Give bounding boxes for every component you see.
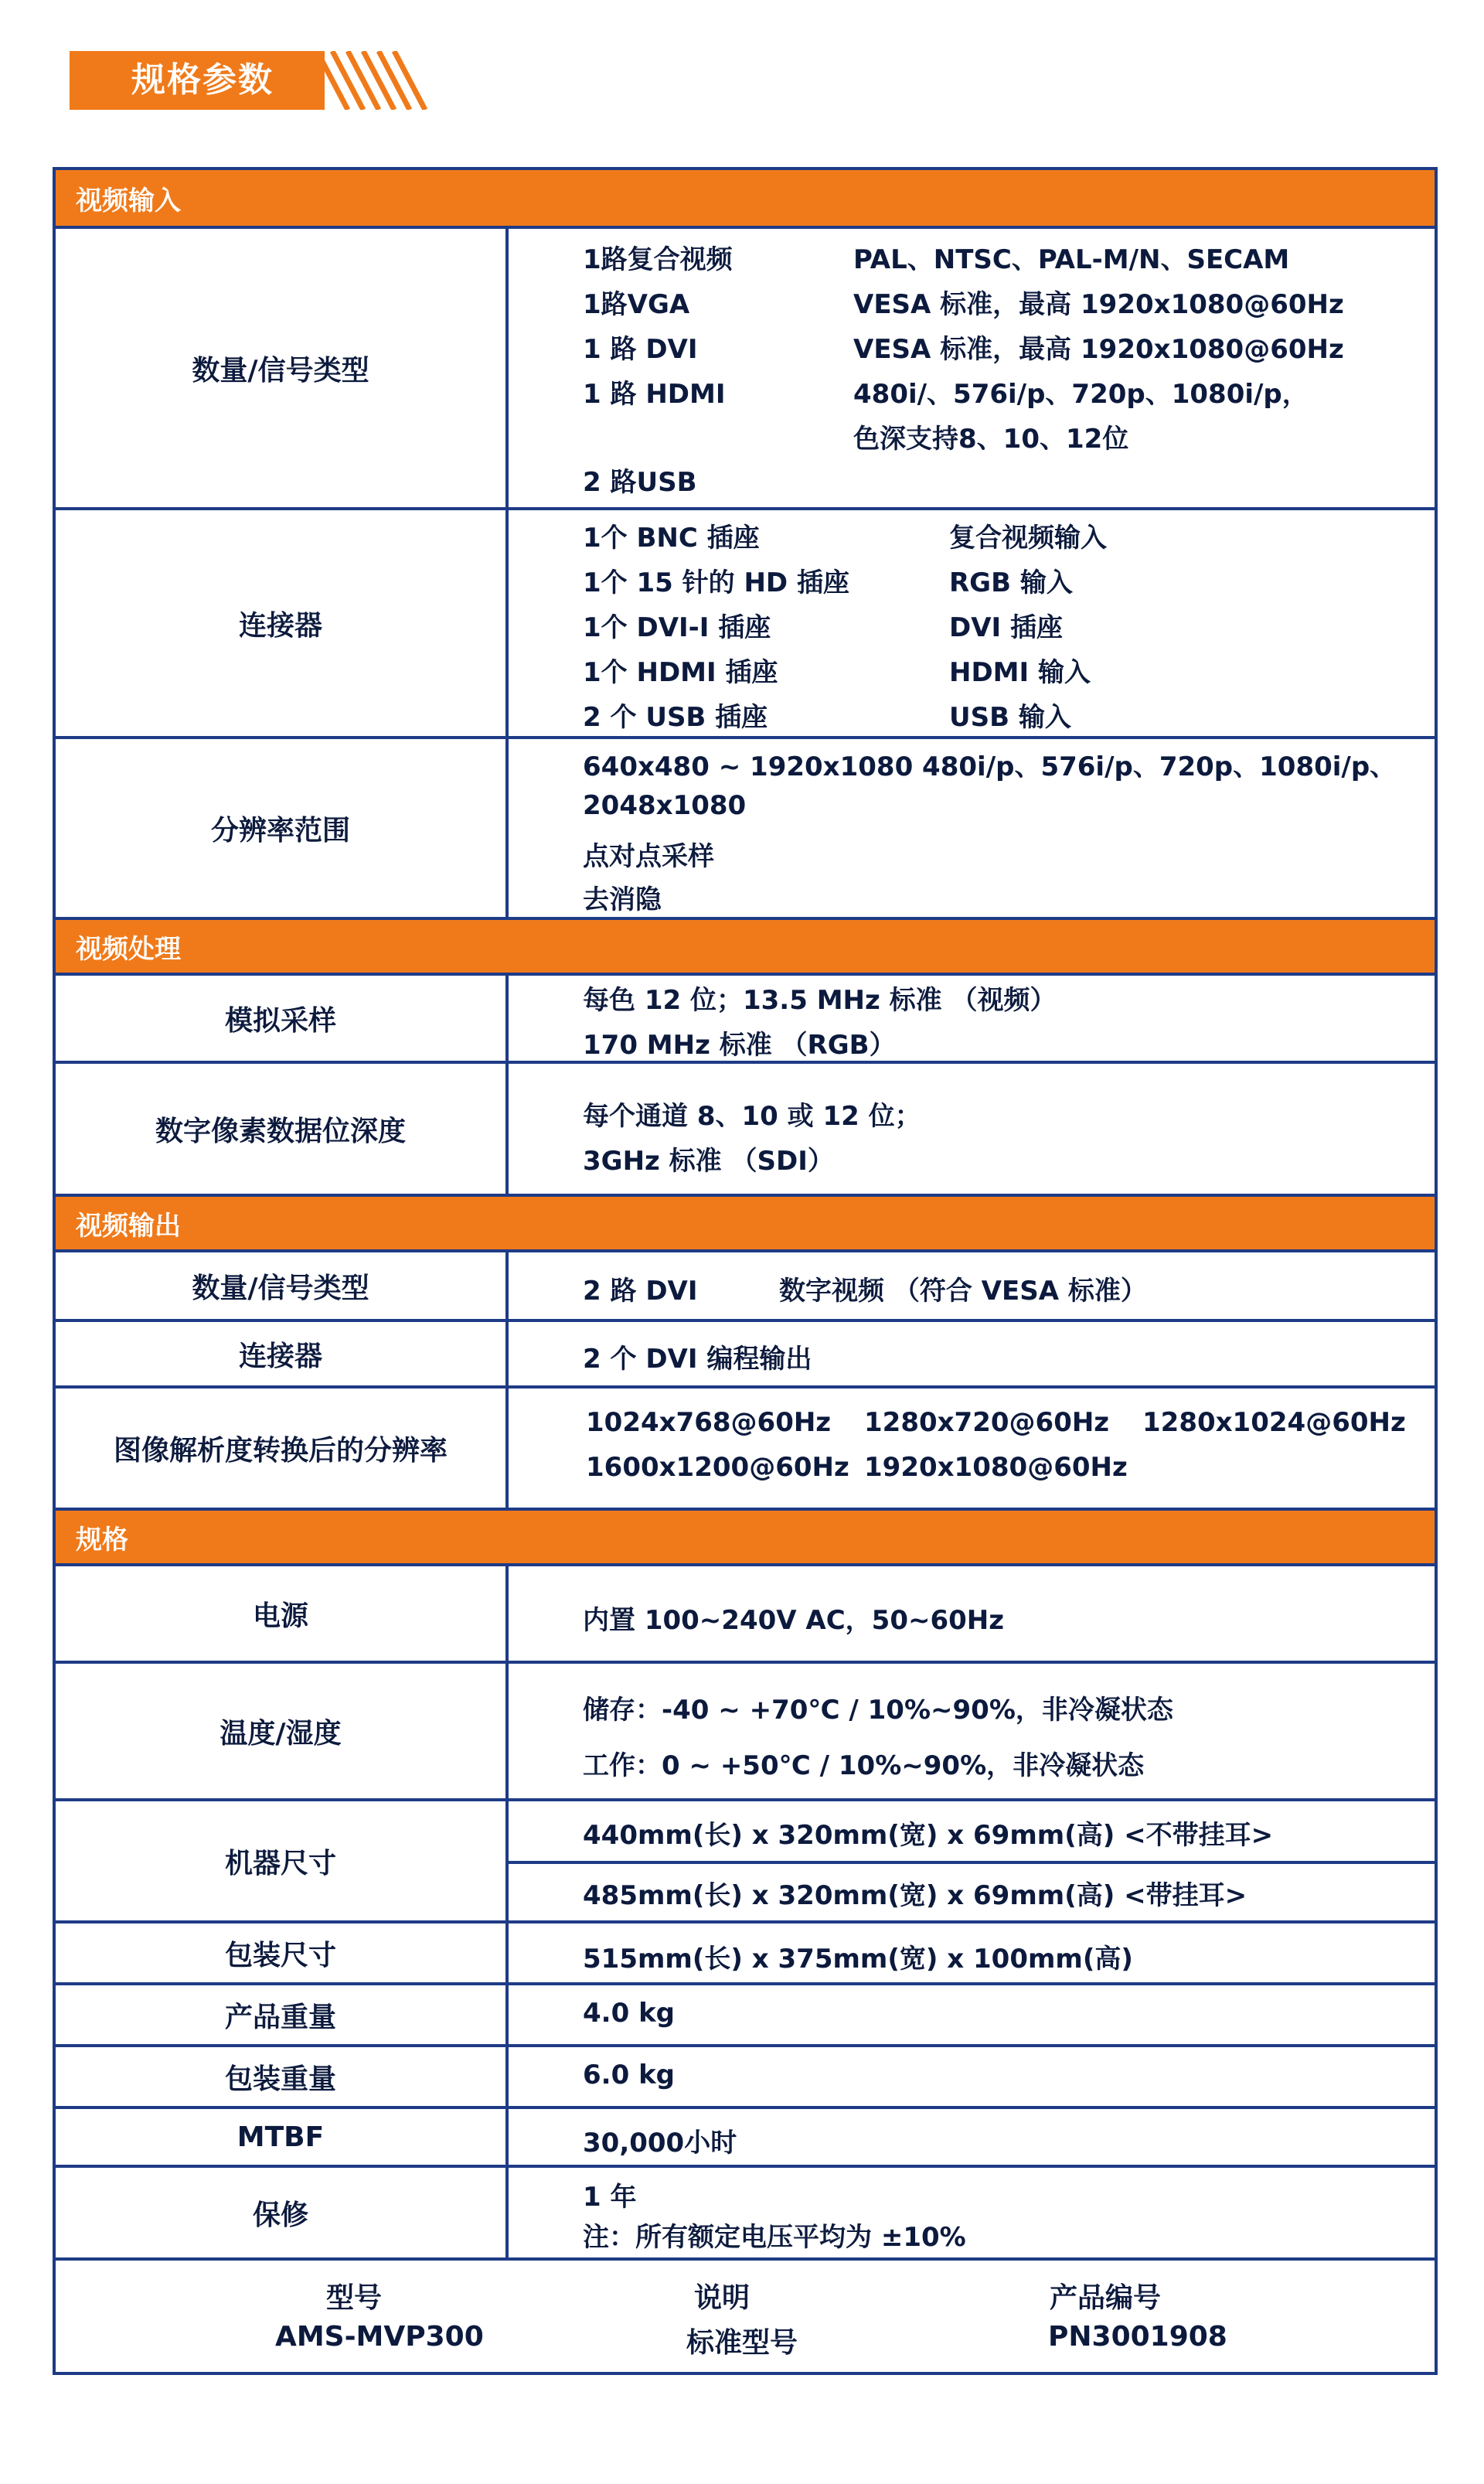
input-type: 1路复合视频 <box>583 244 733 275</box>
section-spec <box>56 1511 1435 1566</box>
connector-use: RGB 输入 <box>949 567 1073 598</box>
value-line: 3GHz 标准 （SDI） <box>583 1146 834 1177</box>
stripes-decoration <box>325 51 433 110</box>
row-output-signal <box>56 1252 1435 1322</box>
value-line: 每色 12 位；13.5 MHz 标准 （视频） <box>583 985 1057 1016</box>
row-value <box>527 1985 1435 2044</box>
input-spec: PAL、NTSC、PAL-M/N、SECAM <box>853 244 1290 275</box>
row-input-signal <box>56 229 1435 510</box>
row-value <box>527 229 1435 507</box>
connector-name: 1个 15 针的 HD 插座 <box>583 567 849 598</box>
input-spec: VESA 标准，最高 1920x1080@60Hz <box>853 289 1344 320</box>
resolution-value: 1600x1200@60Hz <box>586 1452 849 1483</box>
row-label: 包装尺寸 <box>56 1923 509 1982</box>
row-label: 电源 <box>56 1566 509 1661</box>
description-header: 说明 <box>694 2282 751 2314</box>
section-label: 视频处理 <box>76 933 181 965</box>
resolution-value: 1920x1080@60Hz <box>864 1452 1128 1483</box>
row-label: 数量/信号类型 <box>56 229 509 507</box>
section-label: 视频输入 <box>76 185 181 216</box>
row-value <box>527 1566 1435 1661</box>
row-package-size <box>56 1923 1435 1985</box>
row-machine-size <box>56 1801 1435 1923</box>
description-value: 标准型号 <box>686 2327 798 2359</box>
row-input-resolution <box>56 739 1435 920</box>
input-type: 1路VGA <box>583 289 690 320</box>
value-line: 注：所有额定电压平均为 ±10% <box>583 2222 966 2253</box>
row-label: 连接器 <box>56 1322 509 1385</box>
resolution-value: 1280x720@60Hz <box>864 1407 1110 1438</box>
row-label: 保修 <box>56 2168 509 2257</box>
row-value <box>527 1664 1435 1798</box>
value-line: 点对点采样 <box>583 841 714 872</box>
model-footer <box>56 2261 1435 2372</box>
row-digital-depth <box>56 1064 1435 1197</box>
row-value <box>527 739 1435 917</box>
row-label: 分辨率范围 <box>56 739 509 917</box>
connector-use: USB 输入 <box>949 702 1071 733</box>
row-value <box>527 1389 1435 1508</box>
input-spec: VESA 标准，最高 1920x1080@60Hz <box>853 334 1344 365</box>
row-label: 图像解析度转换后的分辨率 <box>56 1389 509 1508</box>
section-label: 规格 <box>76 1524 128 1555</box>
row-value <box>527 2168 1435 2257</box>
input-type: 1 路 HDMI <box>583 379 726 410</box>
row-label: 包装重量 <box>56 2047 509 2106</box>
row-analog-sampling <box>56 976 1435 1064</box>
row-value <box>527 1322 1435 1385</box>
row-warranty <box>56 2168 1435 2261</box>
part-number-value: PN3001908 <box>1048 2321 1227 2353</box>
section-banner <box>70 51 433 110</box>
part-number-header: 产品编号 <box>1050 2282 1162 2314</box>
row-label: 温度/湿度 <box>56 1664 509 1798</box>
value-line: 30,000小时 <box>583 2128 737 2159</box>
connector-name: 1个 BNC 插座 <box>583 523 760 554</box>
row-label: 产品重量 <box>56 1985 509 2044</box>
connector-use: HDMI 输入 <box>949 657 1091 688</box>
value-line: 1 年 <box>583 2182 637 2213</box>
row-label: 数字像素数据位深度 <box>56 1064 509 1194</box>
input-type: 2 路USB <box>583 467 697 498</box>
resolution-value: 1280x1024@60Hz <box>1142 1407 1406 1438</box>
section-video-output <box>56 1197 1435 1252</box>
value-line: 6.0 kg <box>583 2060 676 2090</box>
page-title: 规格参数 <box>131 60 274 100</box>
row-label: 机器尺寸 <box>56 1801 509 1920</box>
section-video-processing <box>56 920 1435 976</box>
row-scaled-resolution <box>56 1389 1435 1511</box>
value-line: 每个通道 8、10 或 12 位； <box>583 1101 921 1132</box>
value-line: 储存：-40 ~ +70℃ / 10%~90%，非冷凝状态 <box>583 1695 1173 1726</box>
row-value <box>527 2047 1435 2106</box>
row-mtbf <box>56 2109 1435 2168</box>
value-line: 数字视频 （符合 VESA 标准） <box>779 1276 1147 1307</box>
value-line: 4.0 kg <box>583 1998 676 2029</box>
connector-name: 2 个 USB 插座 <box>583 702 768 733</box>
row-value <box>527 510 1435 736</box>
row-label: MTBF <box>56 2109 509 2165</box>
row-label: 模拟采样 <box>56 976 509 1061</box>
value-line: 去消隐 <box>583 884 662 915</box>
row-power <box>56 1566 1435 1664</box>
row-value <box>527 1923 1435 1982</box>
row-value <box>527 1252 1435 1319</box>
value-line: 515mm(长) x 375mm(宽) x 100mm(高) <box>583 1944 1133 1975</box>
value-line: 2 路 DVI <box>583 1276 698 1307</box>
input-spec: 色深支持8、10、12位 <box>853 424 1129 455</box>
input-spec: 480i/、576i/p、720p、1080i/p， <box>853 379 1309 410</box>
row-input-connector <box>56 510 1435 739</box>
row-value <box>527 976 1435 1061</box>
value-line: 内置 100~240V AC，50~60Hz <box>583 1605 1005 1636</box>
connector-name: 1个 DVI-I 插座 <box>583 612 771 643</box>
row-output-connector <box>56 1322 1435 1389</box>
row-label: 数量/信号类型 <box>56 1252 509 1319</box>
resolution-value: 1024x768@60Hz <box>586 1407 832 1438</box>
row-temperature <box>56 1664 1435 1801</box>
model-value: AMS-MVP300 <box>275 2321 484 2353</box>
row-product-weight <box>56 1985 1435 2047</box>
value-line: 485mm(长) x 320mm(宽) x 69mm(高) <带挂耳> <box>583 1880 1247 1911</box>
section-label: 视频输出 <box>76 1210 181 1242</box>
value-line: 440mm(长) x 320mm(宽) x 69mm(高) <不带挂耳> <box>583 1820 1274 1851</box>
value-line: 工作：0 ~ +50℃ / 10%~90%，非冷凝状态 <box>583 1750 1145 1781</box>
row-package-weight <box>56 2047 1435 2109</box>
row-value <box>527 2109 1435 2165</box>
row-label: 连接器 <box>56 510 509 736</box>
model-header: 型号 <box>326 2282 383 2314</box>
connector-use: 复合视频输入 <box>949 523 1107 554</box>
row-value <box>527 1064 1435 1194</box>
value-line: 640x480 ~ 1920x1080 480i/p、576i/p、720p、1080i/p、 <box>583 751 1397 782</box>
section-video-input <box>56 170 1435 229</box>
input-type: 1 路 DVI <box>583 334 698 365</box>
connector-name: 1个 HDMI 插座 <box>583 657 778 688</box>
value-line: 170 MHz 标准 （RGB） <box>583 1030 896 1061</box>
value-line: 2 个 DVI 编程输出 <box>583 1344 812 1375</box>
spec-table <box>53 167 1438 2375</box>
value-line: 2048x1080 <box>583 790 747 821</box>
row-value <box>527 1801 1435 1920</box>
connector-use: DVI 插座 <box>949 612 1064 643</box>
